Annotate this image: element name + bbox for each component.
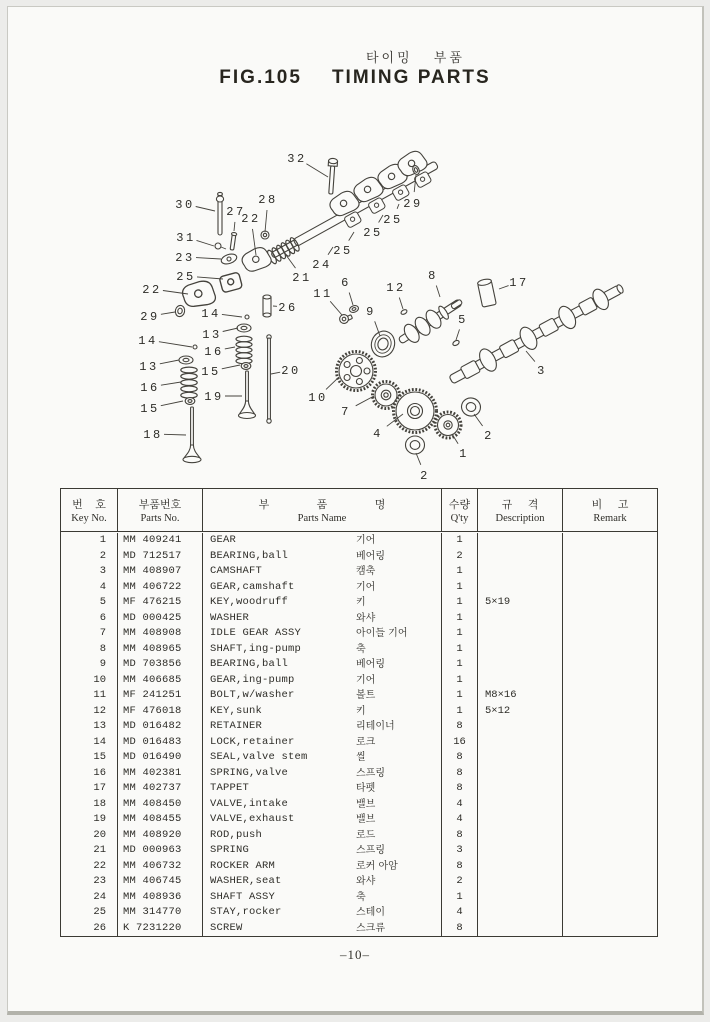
- callout-leader-14: [159, 342, 192, 347]
- stud-30-drawing: [216, 192, 223, 235]
- part-name-en: SCREW: [210, 921, 243, 934]
- callout-1: 1: [459, 447, 469, 461]
- part-name-ko: 스크류: [356, 922, 385, 934]
- callout-22: 22: [142, 283, 162, 297]
- part-name-ko: 아이들 기어: [356, 628, 408, 639]
- part-name-ko: 밸브: [356, 814, 376, 825]
- callout-leader-8: [436, 286, 440, 298]
- part-name-ko: 와샤: [356, 876, 376, 887]
- part-name-en: GEAR,ing-pump: [210, 673, 295, 686]
- callout-19: 19: [204, 390, 224, 404]
- callout-9: 9: [366, 305, 376, 319]
- callout-leader-23: [196, 258, 221, 259]
- callout-leader-13: [160, 360, 179, 364]
- callout-leader-16: [225, 347, 235, 349]
- part-name-ko: 밸브: [356, 798, 376, 810]
- table-row: 5 MF 476215 KEY,woodruff 키 1 5×19: [61, 595, 657, 611]
- column-header-parts-name: 부 품 명 Parts Name: [203, 489, 442, 531]
- callout-5: 5: [458, 313, 468, 327]
- callout-32: 32: [287, 152, 307, 166]
- column-header-key: 번 호 Key No.: [61, 489, 118, 531]
- callout-leader-21: [286, 255, 296, 268]
- scanned-page: [7, 6, 704, 1015]
- callout-7: 7: [341, 405, 351, 419]
- callout-leader-16: [161, 382, 181, 385]
- callout-leader-5: [456, 329, 460, 340]
- callout-leader-27: [234, 222, 235, 231]
- page-number: –10–: [340, 947, 370, 962]
- table-row: 16 MM 402381 SPRING,valve 스프링 8: [61, 766, 657, 782]
- part-name-ko: 베어링: [356, 550, 385, 562]
- callout-27: 27: [226, 205, 246, 219]
- tappet-drawing: [477, 278, 496, 307]
- part-name-ko: 기어: [356, 674, 376, 686]
- callout-30: 30: [175, 198, 195, 212]
- part-name-ko: 타펫: [356, 783, 376, 794]
- washer-6-drawing: [349, 304, 360, 313]
- callout-leader-14: [222, 314, 242, 317]
- part-name-en: GEAR: [210, 534, 237, 546]
- callout-leader-17: [499, 286, 509, 289]
- part-name-en: BEARING,ball: [210, 549, 289, 562]
- table-row: 26 K 7231220 SCREW 스크류 8: [61, 921, 657, 937]
- callout-26: 26: [278, 301, 298, 315]
- callout-leader-2: [474, 414, 483, 426]
- valve-assembly-drawing: [179, 315, 271, 463]
- callout-leader-32: [306, 164, 328, 177]
- part-name-en: GEAR,camshaft: [210, 580, 295, 593]
- table-row: 4 MM 406722 GEAR,camshaft 기어 1: [61, 580, 657, 596]
- bearing-9-drawing: [368, 328, 398, 360]
- part-name-en: IDLE GEAR ASSY: [210, 627, 302, 639]
- part-name-ko: 키: [356, 597, 366, 608]
- figure-title: TIMING PARTS: [331, 67, 491, 88]
- callout-23: 23: [175, 251, 195, 265]
- callout-14: 14: [201, 307, 221, 321]
- callout-leader-7: [356, 396, 374, 406]
- table-row: 23 MM 406745 WASHER,seat 와샤 2: [61, 874, 657, 890]
- part-name-ko: 축: [356, 643, 366, 655]
- part-name-ko: 리테이너: [356, 721, 395, 732]
- table-row: 18 MM 408450 VALVE,intake 밸브 4: [61, 797, 657, 813]
- part-name-en: KEY,woodruff: [210, 596, 289, 608]
- callout-15: 15: [201, 365, 221, 379]
- part-name-en: KEY,sunk: [210, 704, 263, 717]
- table-row: 24 MM 408936 SHAFT ASSY 축 1: [61, 890, 657, 906]
- callout-leader-24: [328, 247, 333, 255]
- table-row: 25 MM 314770 STAY,rocker 스테이 4: [61, 905, 657, 921]
- callout-leader-25: [397, 204, 399, 209]
- callout-8: 8: [428, 269, 438, 283]
- part-name-en: CAMSHAFT: [210, 565, 263, 577]
- callout-25: 25: [176, 270, 196, 284]
- callout-13: 13: [202, 328, 222, 342]
- part-name-ko: 축: [356, 891, 366, 903]
- table-row: 17 MM 402737 TAPPET 타펫 8: [61, 781, 657, 797]
- part-name-en: LOCK,retainer: [210, 735, 295, 748]
- part-name-ko: 로드: [356, 829, 376, 841]
- part-name-en: BOLT,w/washer: [210, 689, 295, 701]
- table-row: 1 MM 409241 GEAR 기어 1: [61, 533, 657, 549]
- key-12-drawing: [400, 309, 408, 316]
- key-5-drawing: [452, 339, 460, 346]
- table-row: 12 MF 476018 KEY,sunk 키 1 5×12: [61, 704, 657, 720]
- callout-16: 16: [204, 345, 224, 359]
- part-name-en: SEAL,valve stem: [210, 751, 308, 763]
- callout-leader-10: [326, 377, 339, 389]
- callout-14: 14: [138, 334, 158, 348]
- part-name-ko: 와샤: [356, 612, 376, 624]
- bearing-2a-drawing: [406, 436, 425, 454]
- callout-leader-2: [416, 453, 421, 465]
- callout-leader-3: [526, 351, 535, 362]
- callout-24: 24: [312, 258, 332, 272]
- parts-table: [60, 488, 658, 937]
- table-row: 8 MM 408965 SHAFT,ing-pump 축 1: [61, 642, 657, 658]
- column-header-qty: 수량 Q'ty: [442, 489, 478, 531]
- part-name-en: BEARING,ball: [210, 658, 289, 670]
- callout-leader-12: [399, 298, 403, 310]
- column-header-parts-no: 부품번호 Parts No.: [118, 489, 203, 531]
- part-name-en: TAPPET: [210, 782, 250, 794]
- callout-25: 25: [383, 213, 403, 227]
- callout-22: 22: [241, 212, 261, 226]
- callout-28: 28: [258, 193, 278, 207]
- part-name-en: STAY,rocker: [210, 906, 282, 918]
- part-name-ko: 씰: [356, 752, 366, 763]
- part-name-en: ROCKER ARM: [210, 859, 276, 872]
- table-row: 2 MD 712517 BEARING,ball 베어링 2: [61, 549, 657, 565]
- callout-20: 20: [281, 364, 301, 378]
- page-title-korean: 타이밍 부품: [366, 51, 465, 66]
- pump-gear-drawing: [435, 412, 461, 438]
- part-name-en: SPRING: [210, 844, 250, 856]
- callout-11: 11: [313, 287, 333, 301]
- part-name-en: WASHER,seat: [210, 875, 282, 887]
- part-name-ko: 스프링: [356, 767, 385, 779]
- callout-25: 25: [333, 244, 353, 258]
- cylinder-26-drawing: [263, 295, 271, 317]
- part-name-ko: 기어: [356, 581, 376, 593]
- table-row: 14 MD 016483 LOCK,retainer 로크 16: [61, 735, 657, 751]
- callout-18: 18: [143, 428, 163, 442]
- table-row: 11 MF 241251 BOLT,w/washer 볼트 1 M8×16: [61, 688, 657, 704]
- part-name-ko: 스테이: [356, 907, 385, 918]
- part-name-ko: 캠축: [356, 566, 376, 577]
- callout-12: 12: [386, 281, 406, 295]
- callout-10: 10: [308, 391, 328, 405]
- callout-25: 25: [363, 226, 383, 240]
- callout-13: 13: [139, 360, 159, 374]
- table-row: 6 MD 000425 WASHER 와샤 1: [61, 611, 657, 627]
- callout-leader-30: [196, 207, 215, 212]
- callout-29: 29: [140, 310, 160, 324]
- table-row: 10 MM 406685 GEAR,ing-pump 기어 1: [61, 673, 657, 689]
- callout-leader-13: [223, 328, 238, 332]
- table-row: 22 MM 406732 ROCKER ARM 로커 아암 8: [61, 859, 657, 875]
- part-name-en: VALVE,exhaust: [210, 813, 295, 825]
- part-name-ko: 볼트: [356, 690, 376, 701]
- part-name-en: SHAFT ASSY: [210, 890, 276, 903]
- callout-21: 21: [292, 271, 312, 285]
- callout-leader-6: [349, 293, 353, 306]
- valve-spring-drawing: [181, 367, 197, 398]
- table-row: 19 MM 408455 VALVE,exhaust 밸브 4: [61, 812, 657, 828]
- callout-leader-15: [222, 365, 240, 369]
- callout-2: 2: [420, 469, 430, 483]
- bearing-2b-drawing: [459, 396, 482, 418]
- figure-number: FIG.105: [219, 67, 302, 88]
- callout-31: 31: [176, 231, 196, 245]
- part-name-ko: 기어: [356, 535, 376, 546]
- part-name-en: WASHER: [210, 611, 250, 624]
- callout-leader-15: [161, 401, 183, 406]
- callout-leader-25: [349, 232, 354, 241]
- table-row: 9 MD 703856 BEARING,ball 베어링 1: [61, 657, 657, 673]
- part-name-en: SPRING,valve: [210, 766, 289, 779]
- parts-table-header: [61, 489, 657, 532]
- callout-leader-18: [164, 434, 186, 435]
- callout-17: 17: [509, 276, 529, 290]
- table-row: 15 MD 016490 SEAL,valve stem 씰 8: [61, 750, 657, 766]
- callout-6: 6: [341, 276, 351, 290]
- part-name-en: SHAFT,ing-pump: [210, 642, 302, 655]
- callout-leader-20: [271, 372, 280, 374]
- large-gear-drawing: [394, 390, 437, 433]
- table-row: 3 MM 408907 CAMSHAFT 캠축 1: [61, 564, 657, 580]
- table-row: 21 MD 000963 SPRING 스프링 3: [61, 843, 657, 859]
- callout-leader-31: [197, 240, 215, 246]
- part-name-en: VALVE,intake: [210, 797, 289, 810]
- callout-4: 4: [373, 427, 383, 441]
- part-name-en: ROD,push: [210, 828, 263, 841]
- table-row: 20 MM 408920 ROD,push 로드 8: [61, 828, 657, 844]
- part-name-ko: 스프링: [356, 845, 385, 856]
- bolt-32-drawing: [326, 158, 337, 194]
- part-name-ko: 로커 아암: [356, 860, 398, 872]
- part-name-ko: 베어링: [356, 659, 385, 670]
- callout-15: 15: [140, 402, 160, 416]
- callout-16: 16: [140, 381, 160, 395]
- table-row: 13 MD 016482 RETAINER 리테이너 8: [61, 719, 657, 735]
- callout-3: 3: [537, 364, 547, 378]
- callout-2: 2: [484, 429, 494, 443]
- part-name-en: RETAINER: [210, 720, 263, 732]
- part-name-ko: 로크: [356, 736, 376, 748]
- callout-leader-29: [161, 312, 175, 314]
- callout-29: 29: [403, 197, 423, 211]
- column-header-description: 규 격 Description: [478, 489, 563, 531]
- callout-leader-25: [197, 277, 223, 279]
- callout-leader-28: [265, 210, 267, 232]
- column-header-remark: 비 고 Remark: [591, 498, 629, 524]
- parts-table-rows: [61, 532, 657, 936]
- callout-leader-11: [330, 301, 342, 315]
- valve-spring-drawing: [236, 336, 252, 364]
- part-name-ko: 키: [356, 705, 366, 717]
- cam-gear-drawing: [337, 352, 376, 391]
- table-row: 7 MM 408908 IDLE GEAR ASSY 아이들 기어 1: [61, 626, 657, 642]
